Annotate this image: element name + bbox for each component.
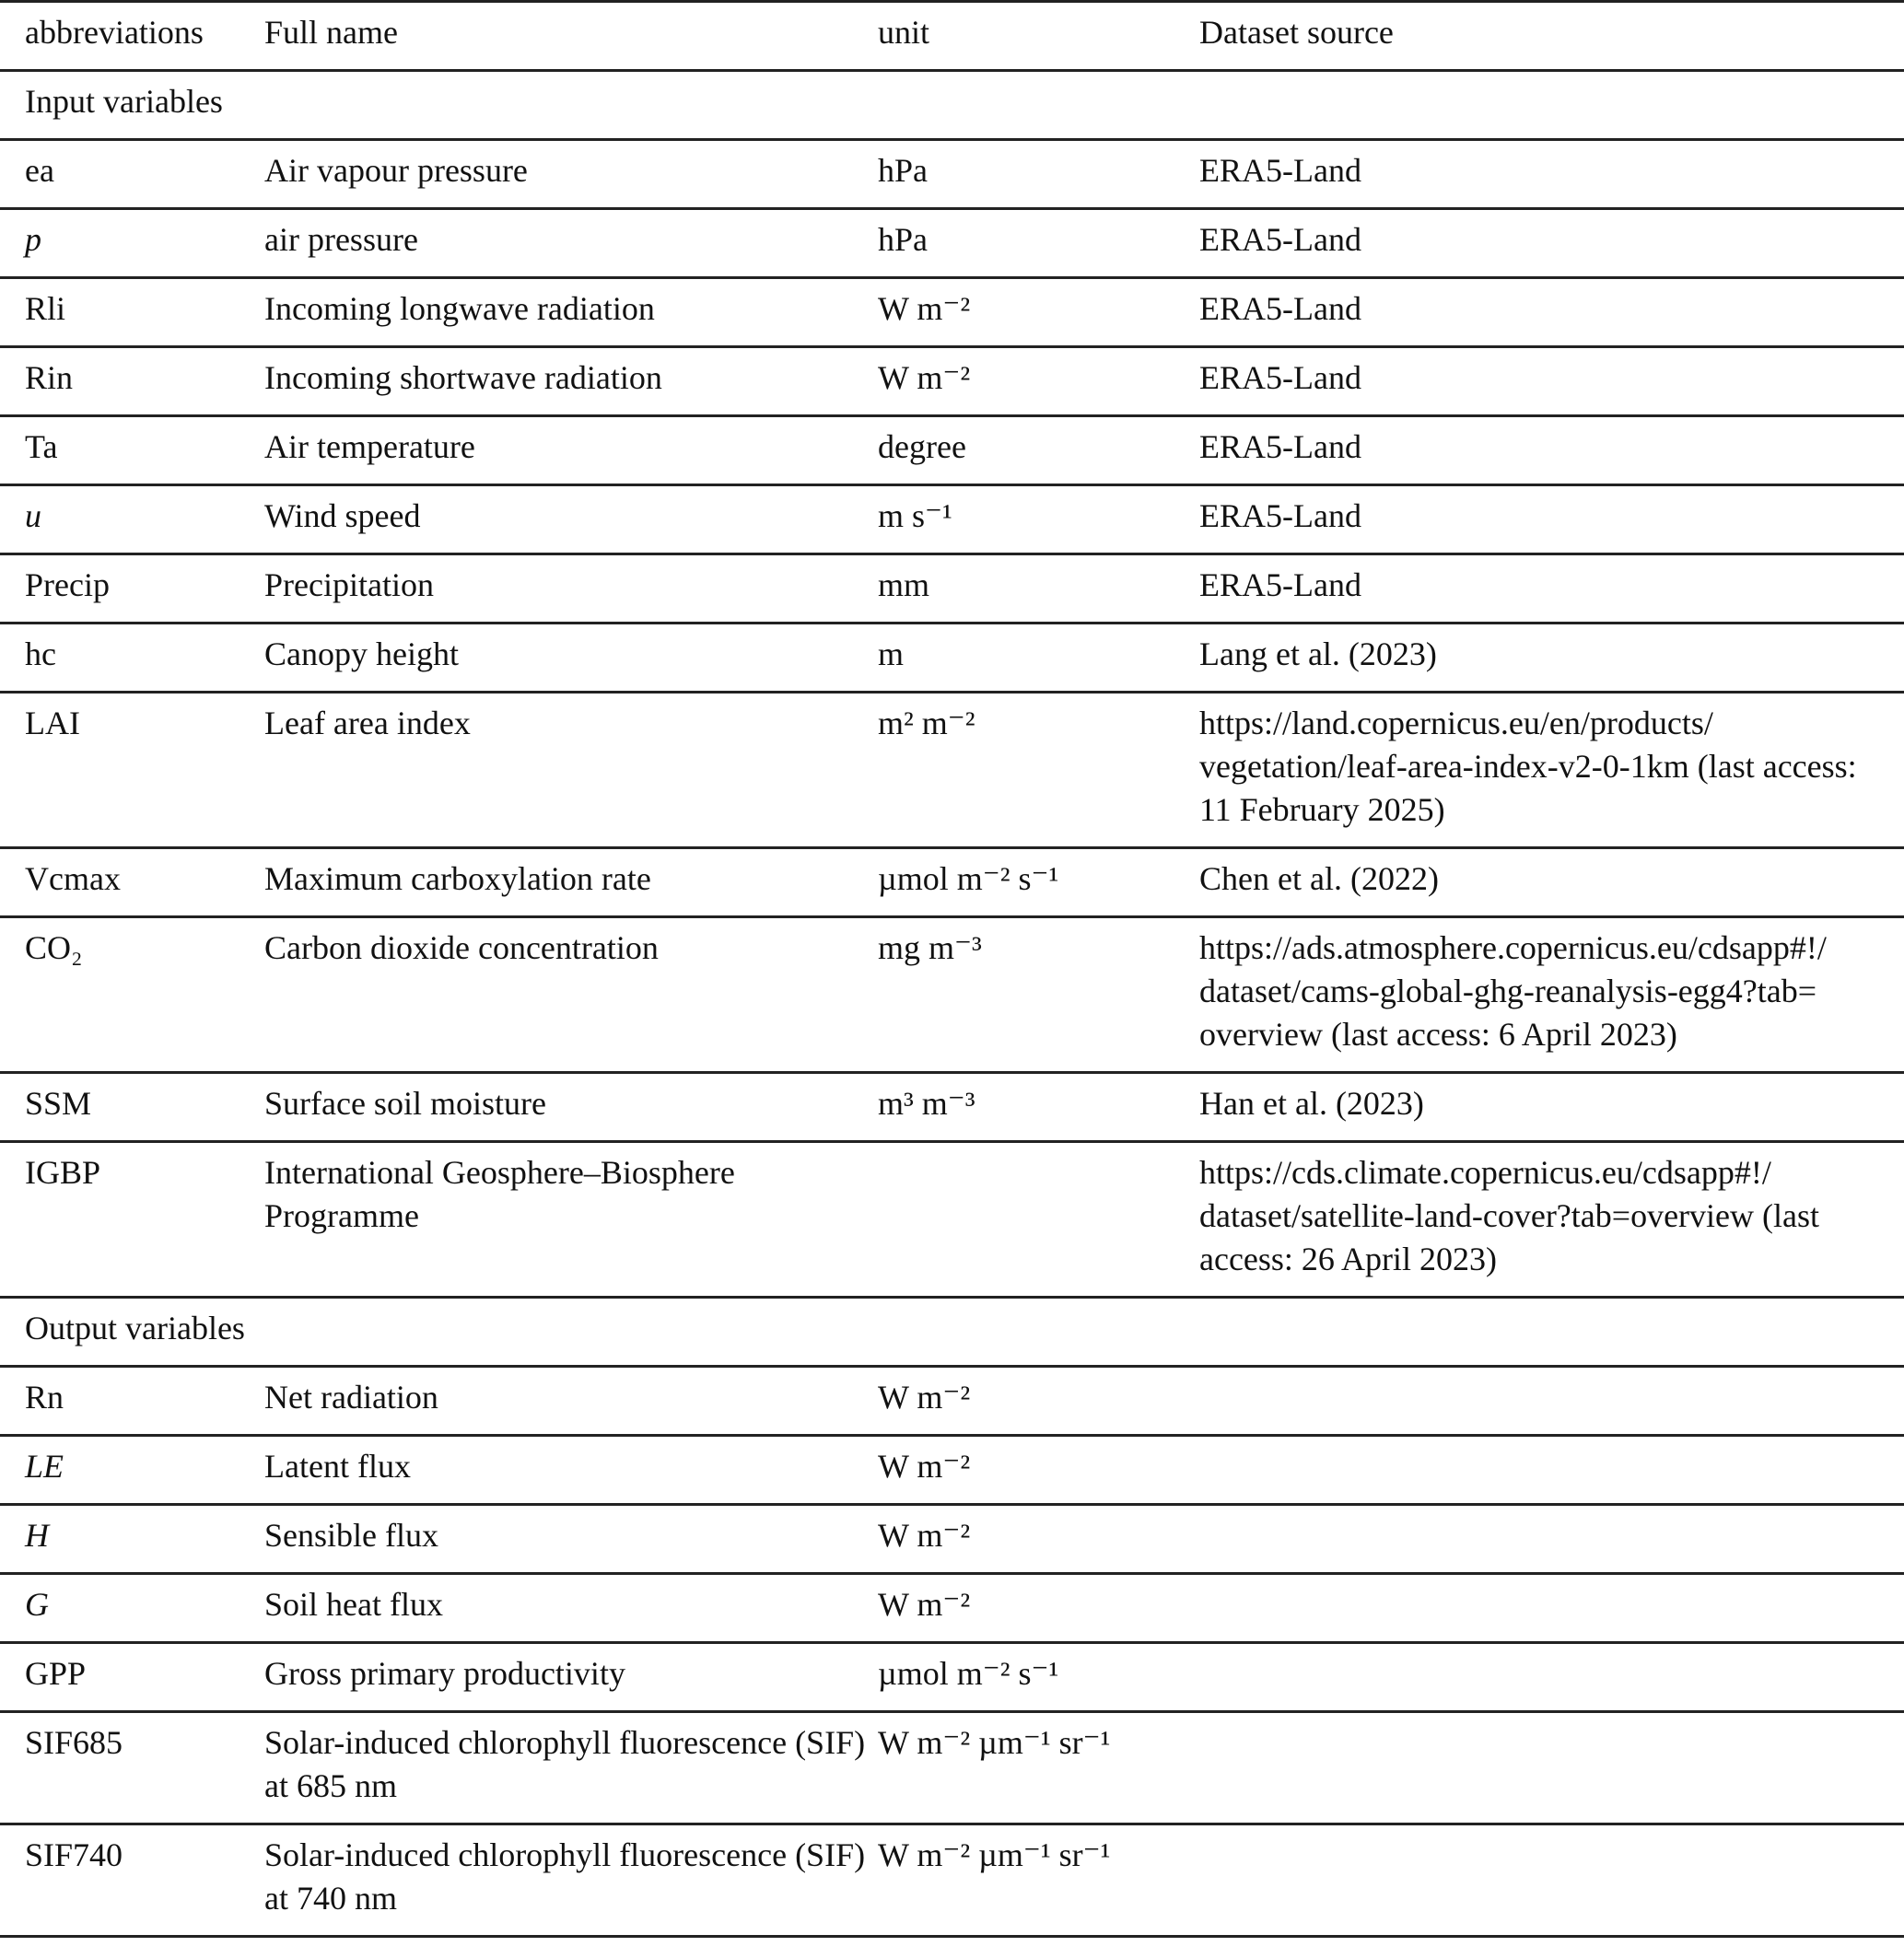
abbreviation-cell: Rin <box>25 359 74 396</box>
unit-cell: W m⁻² <box>878 359 971 396</box>
header-row <box>0 2 1904 71</box>
dataset-source-cell <box>1199 1712 1904 1824</box>
dataset-source-cell: ERA5-Land <box>1199 359 1361 396</box>
table-row <box>0 1073 1904 1142</box>
dataset-source-cell: ERA5-Land <box>1199 221 1361 258</box>
header-abbreviations: abbreviations <box>25 14 204 51</box>
abbreviation-cell: LAI <box>25 705 80 741</box>
abbreviation-cell: LE <box>25 1448 64 1485</box>
unit-cell: mm <box>878 566 930 603</box>
table-row <box>0 917 1904 1073</box>
abbreviation-cell: ea <box>25 152 54 189</box>
full-name-cell: Gross primary productivity <box>264 1655 625 1692</box>
table-row <box>0 1505 1904 1574</box>
unit-cell: W m⁻² <box>878 1448 971 1485</box>
table-row <box>0 416 1904 485</box>
full-name-cell: Incoming shortwave radiation <box>264 359 662 396</box>
unit-cell: µmol m⁻² s⁻¹ <box>878 1655 1059 1692</box>
full-name-cell: Air temperature <box>264 428 475 465</box>
table-row <box>0 693 1904 848</box>
full-name-cell: air pressure <box>264 221 418 258</box>
unit-cell: degree <box>878 428 966 465</box>
unit-cell: W m⁻² <box>878 1379 971 1416</box>
table-row <box>0 209 1904 278</box>
abbreviation-cell: Vcmax <box>25 860 121 897</box>
abbreviation-cell: SIF740 <box>25 1836 123 1873</box>
dataset-source-cell <box>1199 1436 1904 1505</box>
dataset-source-cell: ERA5-Land <box>1199 152 1361 189</box>
dataset-source-cell <box>1199 1367 1904 1436</box>
abbreviation-cell: Precip <box>25 566 110 603</box>
table-row <box>0 848 1904 917</box>
unit-cell: W m⁻² µm⁻¹ sr⁻¹ <box>878 1724 1111 1761</box>
full-name-cell: Carbon dioxide concentration <box>264 929 659 966</box>
unit-cell: W m⁻² <box>878 290 971 327</box>
abbreviation-cell: G <box>25 1586 49 1623</box>
full-name-cell: Incoming longwave radiation <box>264 290 655 327</box>
unit-cell: µmol m⁻² s⁻¹ <box>878 860 1059 897</box>
full-name-cell: Latent flux <box>264 1448 411 1485</box>
full-name-cell: Surface soil moisture <box>264 1085 546 1122</box>
table-row <box>0 140 1904 209</box>
table-row <box>0 1824 1904 1937</box>
abbreviation-cell: Rli <box>25 290 66 327</box>
abbreviation-cell: Ta <box>25 428 58 465</box>
full-name-cell: Sensible flux <box>264 1517 438 1554</box>
dataset-source-cell: ERA5-Land <box>1199 566 1361 603</box>
table-row <box>0 1142 1904 1298</box>
unit-cell: W m⁻² <box>878 1517 971 1554</box>
full-name-cell: Leaf area index <box>264 705 471 741</box>
full-name-cell: Canopy height <box>264 635 459 672</box>
abbreviation-cell: SSM <box>25 1085 92 1122</box>
table-row <box>0 1643 1904 1712</box>
header-full-name: Full name <box>264 14 398 51</box>
abbreviation-cell: CO₂ <box>25 929 83 966</box>
abbreviation-cell: hc <box>25 635 56 672</box>
table-row <box>0 347 1904 416</box>
abbreviation-cell: SIF685 <box>25 1724 123 1761</box>
full-name-cell: Soil heat flux <box>264 1586 443 1623</box>
full-name-cell: Precipitation <box>264 566 434 603</box>
table-row <box>0 1574 1904 1643</box>
abbreviation-cell: GPP <box>25 1655 87 1692</box>
unit-cell: m² m⁻² <box>878 705 975 741</box>
abbreviation-cell: H <box>25 1517 49 1554</box>
table-row <box>0 485 1904 554</box>
abbreviation-cell: Rn <box>25 1379 64 1416</box>
dataset-source-cell: ERA5-Land <box>1199 428 1361 465</box>
unit-cell: W m⁻² <box>878 1586 971 1623</box>
unit-cell: m s⁻¹ <box>878 497 952 534</box>
dataset-source-cell: Han et al. (2023) <box>1199 1085 1424 1122</box>
table-row <box>0 278 1904 347</box>
dataset-source-cell <box>1199 1824 1904 1937</box>
unit-cell: hPa <box>878 221 928 258</box>
header-unit: unit <box>878 14 930 51</box>
full-name-cell: Net radiation <box>264 1379 438 1416</box>
unit-cell: hPa <box>878 152 928 189</box>
section-row-output <box>0 1298 1904 1367</box>
table-row <box>0 624 1904 693</box>
unit-cell: m <box>878 635 905 672</box>
table-row <box>0 1436 1904 1505</box>
dataset-source-cell: https://cds.climate.copernicus.eu/cdsapp#!/ dataset/satellite-land-cover?tab=overview (last access: 26 April 2023) <box>1199 1154 1819 1277</box>
abbreviation-cell: u <box>25 497 41 534</box>
table-row <box>0 1367 1904 1436</box>
section-label-output: Output variables <box>25 1310 245 1346</box>
section-label-input: Input variables <box>25 83 223 120</box>
header-dataset-source: Dataset source <box>1199 14 1394 51</box>
full-name-cell: Solar-induced chlorophyll fluorescence (SIF) at 685 nm <box>264 1724 866 1804</box>
dataset-source-cell <box>1199 1505 1904 1574</box>
dataset-source-cell: Chen et al. (2022) <box>1199 860 1439 897</box>
table-row <box>0 1712 1904 1824</box>
dataset-source-cell: ERA5-Land <box>1199 290 1361 327</box>
dataset-source-cell: Lang et al. (2023) <box>1199 635 1437 672</box>
full-name-cell: Maximum carboxylation rate <box>264 860 651 897</box>
dataset-source-cell <box>1199 1574 1904 1643</box>
dataset-source-cell: https://land.copernicus.eu/en/products/ vegetation/leaf-area-index-v2-0-1km (last access: 11 February 2025) <box>1199 705 1857 828</box>
dataset-source-cell <box>1199 1643 1904 1712</box>
section-row-input <box>0 71 1904 140</box>
full-name-cell: International Geosphere–Biosphere Programme <box>264 1154 735 1234</box>
abbreviation-cell: p <box>25 221 41 258</box>
unit-cell: m³ m⁻³ <box>878 1085 975 1122</box>
full-name-cell: Air vapour pressure <box>264 152 528 189</box>
abbreviation-cell: IGBP <box>25 1154 101 1191</box>
table-row <box>0 554 1904 624</box>
unit-cell: mg m⁻³ <box>878 929 982 966</box>
full-name-cell: Wind speed <box>264 497 421 534</box>
dataset-source-cell: https://ads.atmosphere.copernicus.eu/cdsapp#!/ dataset/cams-global-ghg-reanalysis-egg4?tab= overview (last access: 6 April 2023) <box>1199 929 1827 1053</box>
unit-cell <box>878 1142 1199 1298</box>
dataset-source-cell: ERA5-Land <box>1199 497 1361 534</box>
full-name-cell: Solar-induced chlorophyll fluorescence (SIF) at 740 nm <box>264 1836 866 1917</box>
unit-cell: W m⁻² µm⁻¹ sr⁻¹ <box>878 1836 1111 1873</box>
